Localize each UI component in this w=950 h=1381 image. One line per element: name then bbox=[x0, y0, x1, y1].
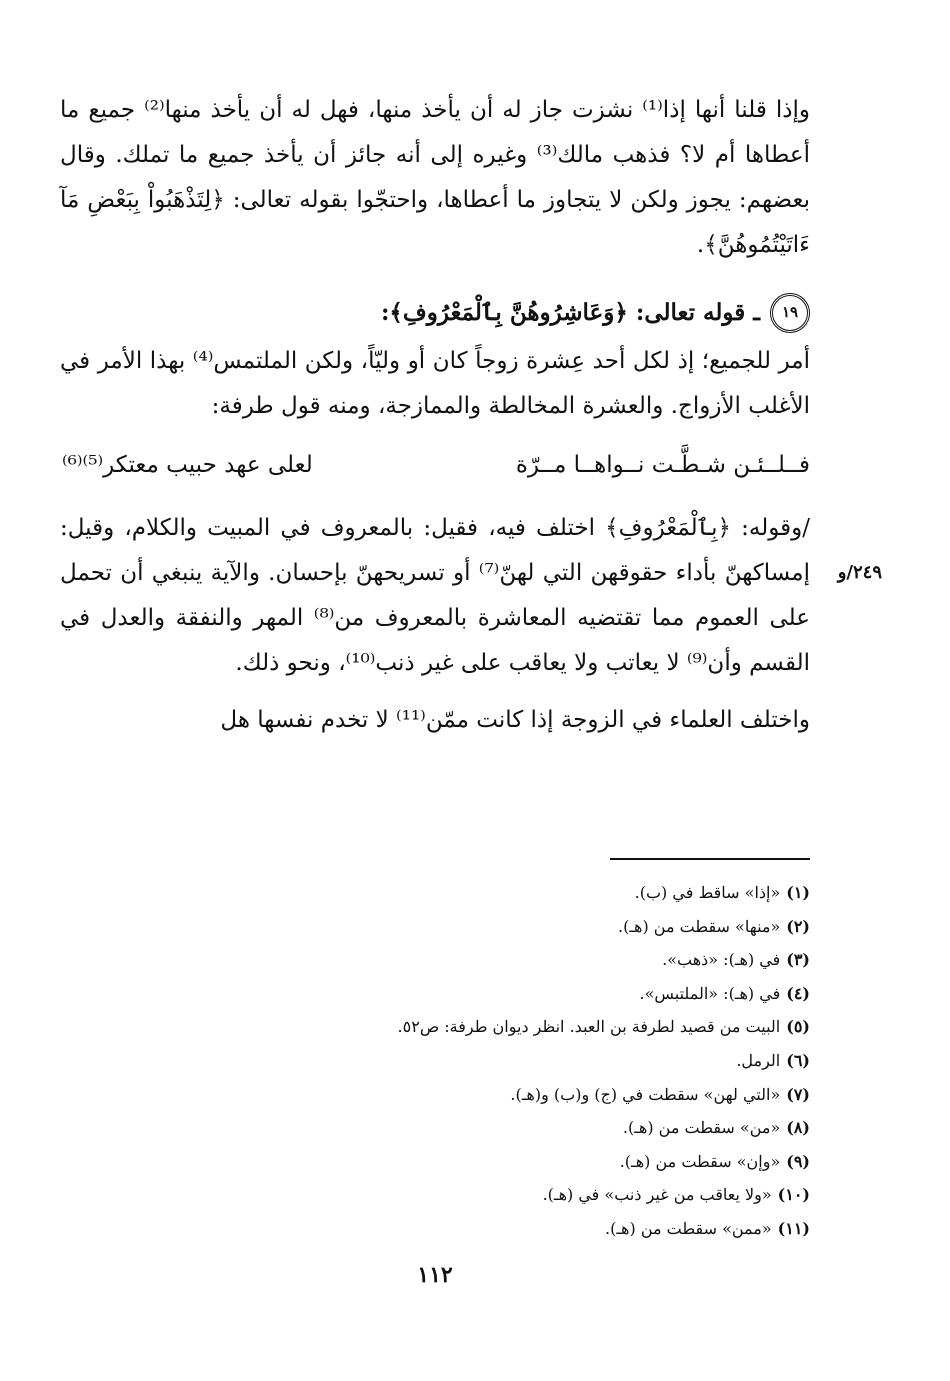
footnote-text: «منها» سقطت من (هـ). bbox=[617, 916, 781, 936]
verse-number-badge: ١٩ bbox=[770, 293, 810, 333]
paragraph-4: واختلف العلماء في الزوجة إذا كانت ممّن⁽¹¹⁾ لا تخدم نفسها هل bbox=[220, 707, 810, 733]
paragraph-1: وإذا قلنا أنها إذا⁽¹⁾ نشزت جاز له أن يأخذ منها، فهل له أن يأخذ منها⁽²⁾ جميع ما أعطاها أم لا؟ فذهب مالك⁽³⁾ وغيره إلى أنه جائز أن يأخذ جميع ما تملك. وقال بعضهم: يجوز ولكن لا يتجاوز ما أعطاها، واحتجّوا بقوله تعالى: ﴿لِتَذْهَبُواْ بِبَعْضِ مَآ ءَاتَيْتُمُوهُنَّ﴾. bbox=[60, 97, 810, 258]
footnote-item bbox=[110, 1111, 810, 1145]
poetry-hemistich-second: لعلى عهد حبيب معتكر⁽⁵⁾⁽⁶⁾ bbox=[62, 452, 313, 478]
footnote-text: «إذا» ساقط في (ب). bbox=[634, 883, 781, 902]
footnote-number: (٩) bbox=[786, 1151, 810, 1171]
footnote-text: «ولا يعاقب من غير ذنب» في (هـ). bbox=[542, 1185, 772, 1205]
footnote-number: (٣) bbox=[786, 950, 810, 970]
footnote-item bbox=[110, 910, 810, 944]
poetry-verse bbox=[60, 443, 810, 488]
footnote-item bbox=[110, 1178, 810, 1212]
footnote-item bbox=[110, 1212, 810, 1246]
footnote-text: «من» سقطت من (هـ). bbox=[622, 1118, 781, 1138]
footnote-text: «التي لهن» سقطت في (ج) و(ب) و(هـ). bbox=[510, 1084, 781, 1104]
footnote-number: (١) bbox=[786, 883, 810, 902]
footnote-text: في (هـ): «الملتبس». bbox=[639, 983, 781, 1003]
footnote-number: (١٠) bbox=[777, 1185, 810, 1205]
poetry-hemistich-first: فــلــئـن شـطَّـت نــواهــا مــرّة bbox=[515, 452, 810, 478]
footnote-item bbox=[110, 1145, 810, 1179]
section-heading bbox=[60, 290, 810, 335]
footnote-item bbox=[110, 977, 810, 1011]
footnote-item bbox=[110, 1078, 810, 1112]
footnote-item bbox=[110, 1044, 810, 1078]
footnote-text: في (هـ): «ذهب». bbox=[662, 950, 781, 970]
footnote-number: (٥) bbox=[786, 1017, 810, 1037]
manuscript-margin-reference: ٢٤٩/و bbox=[837, 562, 882, 583]
footnotes-list bbox=[110, 876, 810, 1246]
footnote-text: «وإن» سقطت من (هـ). bbox=[619, 1151, 781, 1171]
footnote-text: الرمل. bbox=[736, 1050, 781, 1070]
footnote-text: البيت من قصيد لطرفة بن العبد. انظر ديوان طرفة: ص٥٢. bbox=[397, 1017, 781, 1037]
footnote-number: (٦) bbox=[786, 1050, 810, 1070]
footnote-number: (٤) bbox=[786, 983, 810, 1003]
footnote-number: (٧) bbox=[786, 1084, 810, 1104]
page-number: ١١٢ bbox=[417, 1262, 453, 1288]
footnote-number: (٢) bbox=[786, 916, 810, 936]
footnote-text: «ممن» سقطت من (هـ). bbox=[605, 1218, 772, 1238]
section-heading-text: ـ قوله تعالى: ﴿وَعَاشِرُوهُنَّ بِٱلْمَعْرُوفِ﴾: bbox=[380, 299, 760, 326]
paragraph-2: أمر للجميع؛ إذ لكل أحد عِشرة زوجاً كان أو وليّاً، ولكن الملتمس⁽⁴⁾ بهذا الأمر في الأغلب الأزواج. والعشرة المخالطة والممازجة، ومنه قول طرفة: bbox=[60, 348, 810, 419]
footnote-item bbox=[110, 1010, 810, 1044]
footnote-item bbox=[110, 943, 810, 977]
footnote-item bbox=[110, 876, 810, 910]
footnote-number: (١١) bbox=[777, 1218, 810, 1238]
page-body bbox=[60, 88, 810, 743]
footnote-separator bbox=[610, 858, 810, 860]
paragraph-3: /وقوله: ﴿بِٱلْمَعْرُوفِ﴾ اختلف فيه، فقيل: بالمعروف في المبيت والكلام، وقيل: إمساكهنّ بأداء حقوقهن التي لهنّ⁽⁷⁾ أو تسريحهنّ بإحسان. والآية ينبغي أن تحمل على العموم مما تقتضيه المعاشرة بالمعروف من⁽⁸⁾ المهر والنفقة والعدل في القسم وأن⁽⁹⁾ لا يعاتب ولا يعاقب على غير ذنب⁽¹⁰⁾، ونحو ذلك. bbox=[60, 515, 810, 676]
footnote-number: (٨) bbox=[786, 1118, 810, 1138]
